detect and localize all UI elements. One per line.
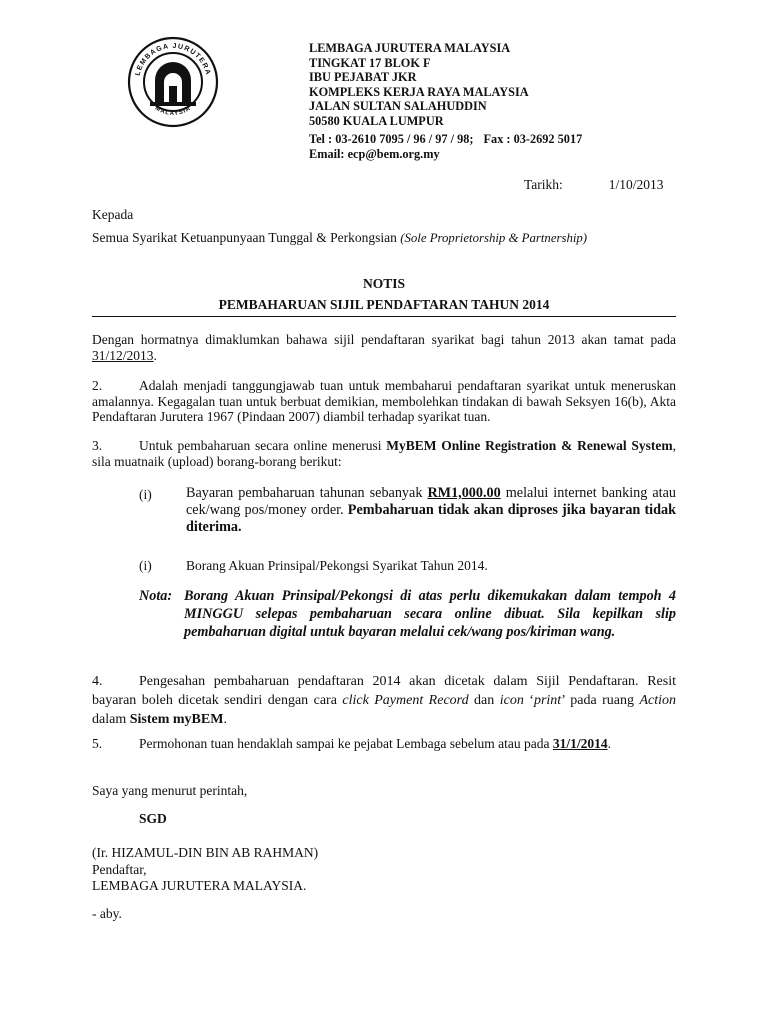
system-name: MyBEM Online Registration & Renewal System — [386, 438, 673, 453]
letterhead-line: IBU PEJABAT JKR — [309, 70, 417, 85]
letterhead-line: TINGKAT 17 BLOK F — [309, 55, 431, 70]
paragraph-2: 2. Adalah menjadi tanggungjawab tuan untuk membaharui pendaftaran syarikat untuk meneruskan amalannya. Kegagalan tuan untuk berbuat demikian, membolehkan tindakan di bawah Seksyen 16(b), Akta Pendaftaran Jurutera 1967 (Pindaan 2007) diambil terhadap syarikat tuan. — [92, 378, 676, 424]
email: Email: ecp@bem.org.my — [309, 147, 440, 161]
bem-logo — [124, 36, 222, 128]
paragraph-number: 3. — [92, 438, 103, 453]
letter-date — [524, 177, 664, 193]
letterhead-address — [309, 41, 529, 129]
date-value: 1/10/2013 — [608, 177, 664, 192]
paragraph-5: 5. Permohonan tuan hendaklah sampai ke pejabat Lembaga sebelum atau pada 31/1/2014. — [92, 736, 611, 751]
subject-heading: PEMBAHARUAN SIJIL PENDAFTARAN TAHUN 2014 — [218, 297, 550, 312]
date-label: Tarikh: — [524, 177, 563, 192]
signatory-block — [92, 845, 318, 895]
signature: SGD — [139, 811, 167, 826]
letterhead-line: 50580 KUALA LUMPUR — [309, 113, 444, 128]
signatory-title: Pendaftar, — [92, 861, 147, 877]
telephone: Tel : 03-2610 7095 / 96 / 97 / 98; — [309, 132, 474, 146]
fee-amount: RM1,000.00 — [427, 485, 501, 501]
typist-initials: - aby. — [92, 906, 122, 921]
letterhead-line: LEMBAGA JURUTERA MALAYSIA — [309, 41, 511, 55]
paragraph-3: 3. Untuk pembaharuan secara online menerusi MyBEM Online Registration & Renewal System, sila muatnaik (upload) borang-borang berikut: — [92, 438, 676, 469]
item-1-warning: Pembaharuan tidak akan diproses jika bayaran tidak diterima. — [186, 502, 676, 535]
expiry-date: 31/12/2013 — [92, 347, 154, 363]
paragraph-number: 2. — [92, 378, 103, 393]
note-text: Borang Akuan Prinsipal/Pekongsi di atas perlu dikemukakan dalam tempoh 4 MINGGU selepas pembaharuan secara online dibuat. Sila kepilkan slip pembaharuan digital untuk bayaran melalui cek/wang pos/kiriman wang. — [184, 588, 676, 640]
letterhead-line: JALAN SULTAN SALAHUDDIN — [309, 99, 487, 114]
paragraph-number: 5. — [92, 736, 103, 751]
letterhead-contact — [309, 132, 582, 162]
signatory-org: LEMBAGA JURUTERA MALAYSIA. — [92, 878, 307, 893]
paragraph-number: 4. — [92, 674, 103, 689]
letterhead-line: KOMPLEKS KERJA RAYA MALAYSIA — [309, 84, 529, 99]
item-2-text: Borang Akuan Prinsipal/Pekongsi Syarikat Tahun 2014. — [186, 558, 488, 573]
paragraph-4: 4. Pengesahan pembaharuan pendaftaran 2014 akan dicetak dalam Sijil Pendaftaran. Resit bayaran boleh dicetak sendiri dengan cara click Payment Record dan icon ‘print’ pada ruang Action dalam Sistem myBEM. — [92, 674, 677, 727]
recipient-text: Semua Syarikat Ketuanpunyaan Tunggal & Perkongsian — [92, 230, 401, 245]
subject-underline — [92, 316, 676, 317]
notice-heading: NOTIS — [362, 276, 406, 291]
recipient-italic: (Sole Proprietorship & Partnership) — [400, 231, 588, 245]
deadline-date: 31/1/2014 — [552, 736, 608, 751]
salutation: Kepada — [92, 207, 134, 222]
fax: Fax : 03-2692 5017 — [483, 132, 583, 146]
item-1-text: Bayaran pembaharuan tahunan sebanyak RM1,000.00 melalui internet banking atau cek/wang pos/money order. Pembaharuan tidak akan diproses jika bayaran tidak diterima. — [186, 485, 676, 535]
paragraph-1: Dengan hormatnya dimaklumkan bahawa sijil pendaftaran syarikat bagi tahun 2013 akan tamat pada 31/12/2013. — [92, 332, 676, 363]
logo-text-top: LEMBAGA JURUTERA — [134, 42, 212, 77]
item-number: (i) — [139, 558, 152, 573]
system-name: Sistem myBEM — [129, 712, 224, 727]
signatory-name: (Ir. HIZAMUL-DIN BIN AB RAHMAN) — [92, 845, 319, 860]
logo-text-bottom: MALAYSIA — [153, 105, 193, 117]
recipient — [92, 230, 587, 246]
note-label: Nota: — [139, 588, 173, 604]
item-number: (i) — [139, 487, 152, 502]
closing-line: Saya yang menurut perintah, — [92, 783, 248, 798]
